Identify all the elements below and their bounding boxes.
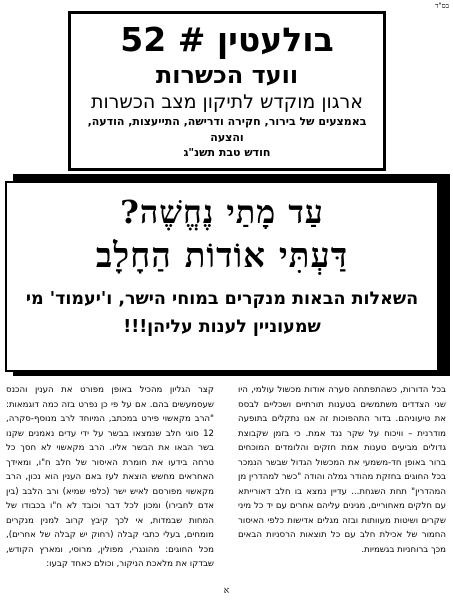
main-question-box [5,181,439,372]
page-number: א [223,586,230,596]
bulletin-date: חודש טבת תשנ"ג [183,146,271,159]
bulletin-header [68,11,386,171]
corner-mark: בס"ד [435,2,449,10]
article-paragraph: בכל הדורות, כשהתפתחה סערה אודות מכשול עולמי, היו שני הצדדים משתמשים בטענות תורתיים ושכליים לבסס את טיעוניהם. בדור התהפוכות זה אנו נתקלים בתופעה מודרנית – וויכוח על שקר נגד אמת. כי בזמן שקבוצת גדולים מביעים טענות אמת חזקים והלומדים המוכחים ברור באופן חד-משמעי את המכשול הגדול שבשר הנמכר בכל החוגים בחזקת מהודר גמלה והודה "כשר למהדרין מן המהדרין" תחת השגחת... עדיין נמצא בו חלב דאורייתא עם חלקים מאחוריים, מגינים עליהם אחרים עם יד כל מיני שקרים ושיטות מעוותות ובזה מגלים אדישות כלפי האיסור החמור של אכילת חלב עם כל תוצאות הרסניות הבאים מכך ברוחניות בגשמיות. [238,385,446,555]
article-columns [6,383,446,583]
bulletin-number: בולעטין # 52 [120,20,334,59]
main-question: עַד מָתַי נֶחֱשֶׁה? [120,193,324,231]
call-to-respond: השאלות הבאות מנקרים במוחי הישר, ו'יעמוד' מי שמעוניין לענות עליהן!!! [25,289,419,337]
organization-mission: ארגון מוקדש לתיקון מצב הכשרות [90,91,363,113]
organization-means: באמצעים של בירור, חקירה ודרישה, התייעצות, הודעה, והצעה [87,115,367,144]
main-subtitle: דַּעְתִּי אוֹדוֹת הַחָלָב [95,236,349,276]
article-column-right [238,383,446,583]
organization-name: וועד הכשרות [155,61,299,89]
article-column-left [6,383,214,583]
article-paragraph: קצר הגליון מהכיל באופן מפורט את הענין והכנס שעסמעשים בהם. אם על פי כן נפרט בזה כמה דוגמאות: "הרב מקאשוי פירט במכתב, המיוחד לרב מנוסף-סקרה, 12 סוגי חלב שנמצאו בבשר על ידי עדים נאמנים שקנו בשר הבאו את הבשר אליו. הרב מקאשוי לא חסך כל טרחה בידעו את חומרת האיסור של חלב ח"ו, ומאידך האחראים מחשש הוצאת לעז באם הענין הוא נכון, הרב מקאשוי מפורסם לאיש ישר (כלפי שמיא) ורב הלבב (בין אדם לחבירו) ומכון לכל דבר וכובד לא ח"ו בכבודו של המחות שבמדות, אי לכך קיבץ קרוב למנין מנקרים מומחים, בעלי כתבי קבלה (רחוק יש קבלה של אחרים), מכל החוגים: מהונגרי, מפולין, מרוסי, ומארץ הקודש, שבדקו את מלאכת הניקור, וכולם כאחד קבעו: [6,385,214,569]
